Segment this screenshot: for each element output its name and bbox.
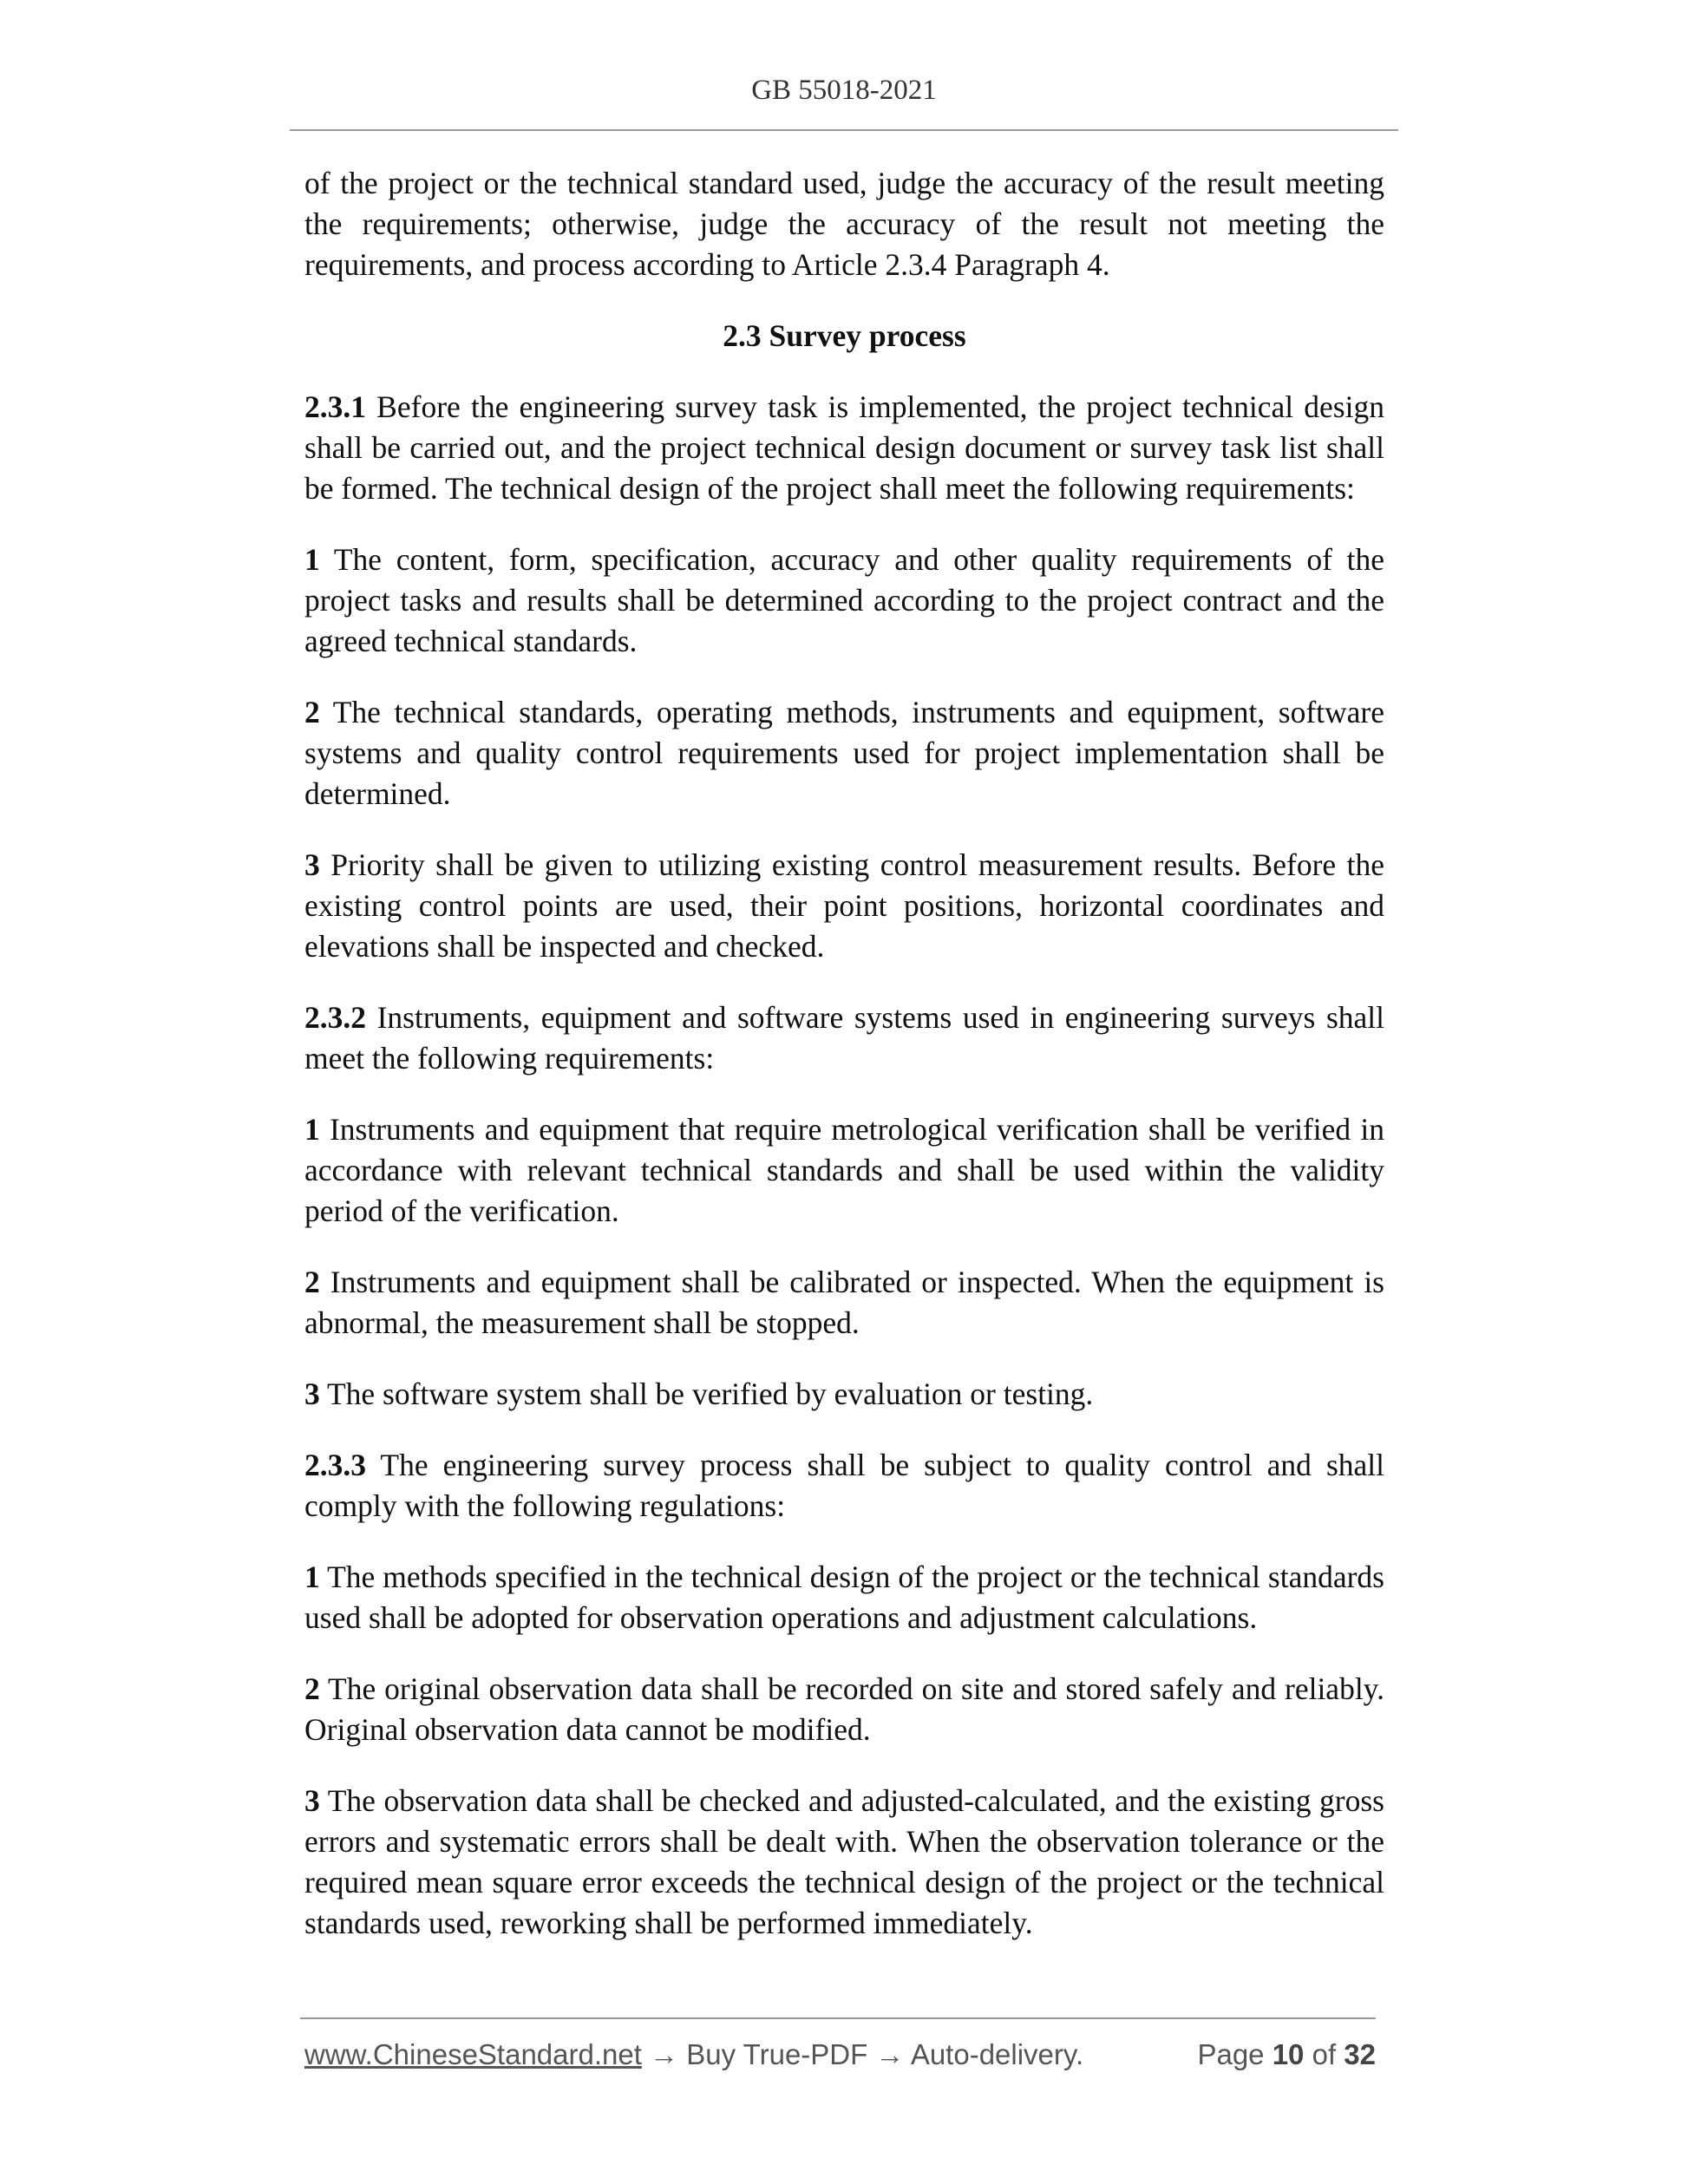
clause-2-3-3-item-1 <box>304 1557 1384 1638</box>
clause-2-3-3 <box>304 1445 1384 1527</box>
current-page: 10 <box>1272 2038 1305 2070</box>
clause-2-3-3-item-2 <box>304 1669 1384 1750</box>
clause-number: 2.3.3 <box>304 1448 366 1482</box>
item-number: 2 <box>304 1671 320 1706</box>
header-divider <box>290 129 1398 131</box>
item-number: 2 <box>304 695 320 729</box>
clause-2-3-1-item-3 <box>304 845 1384 967</box>
item-text: Instruments and equipment that require metrological verification shall be verified in accordance with relevant technical standards and shall be used within the validity period of the verification. <box>304 1112 1384 1228</box>
item-number: 3 <box>304 1783 320 1818</box>
footer-promo <box>304 2038 1083 2071</box>
clause-2-3-1 <box>304 387 1384 509</box>
clause-number: 2.3.1 <box>304 389 366 424</box>
item-number: 3 <box>304 1376 320 1411</box>
clause-text: Before the engineering survey task is implemented, the project technical design shall be carried out, and the project technical design document or survey task list shall be formed. The technical design of the project shall meet the following requirements: <box>304 389 1384 506</box>
clause-text: The engineering survey process shall be subject to quality control and shall comply with the following regulations: <box>304 1448 1384 1523</box>
total-pages: 32 <box>1344 2038 1376 2070</box>
page-indicator <box>1197 2038 1376 2071</box>
paragraph-continuation: of the project or the technical standard used, judge the accuracy of the result meeting the requirements; otherwise, judge the accuracy of the result not meeting the requirements, and process according to Article 2.3.4 Paragraph 4. <box>304 166 1384 282</box>
clause-2-3-3-item-3 <box>304 1781 1384 1944</box>
page-of-label: of <box>1304 2038 1345 2070</box>
clause-2-3-2-item-3 <box>304 1374 1384 1415</box>
page-label: Page <box>1197 2038 1273 2070</box>
item-number: 3 <box>304 847 320 882</box>
section-heading: 2.3 Survey process <box>723 318 966 353</box>
clause-2-3-1-item-2 <box>304 692 1384 814</box>
item-text: Priority shall be given to utilizing existing control measurement results. Before the existing control points are used, their point positions, horizontal coordinates and elevations shall be inspected and checked. <box>304 847 1384 964</box>
footer-divider <box>300 2017 1376 2019</box>
item-text: The software system shall be verified by evaluation or testing. <box>319 1376 1094 1411</box>
clause-number: 2.3.2 <box>304 1000 366 1035</box>
clause-text: Instruments, equipment and software systems used in engineering surveys shall meet the following requirements: <box>304 1000 1384 1076</box>
item-text: The technical standards, operating methods, instruments and equipment, software systems and quality control requirements used for project implementation shall be determined. <box>304 695 1384 811</box>
clause-2-3-1-item-1 <box>304 539 1384 662</box>
item-text: The original observation data shall be recorded on site and stored safely and reliably. Original observation data cannot be modified. <box>304 1671 1384 1747</box>
item-number: 1 <box>304 1560 320 1594</box>
promo-text: → Buy True-PDF → Auto-delivery. <box>641 2038 1084 2070</box>
item-number: 1 <box>304 542 320 577</box>
item-text: Instruments and equipment shall be calibrated or inspected. When the equipment is abnormal, the measurement shall be stopped. <box>304 1265 1384 1340</box>
page-header-title: GB 55018-2021 <box>751 75 937 106</box>
item-text: The observation data shall be checked and adjusted-calculated, and the existing gross errors and systematic errors shall be dealt with. When the observation tolerance or the required mean square error exceeds the technical design of the project or the technical standards used, reworking shall be performed immediately. <box>304 1783 1384 1940</box>
clause-2-3-2-item-2 <box>304 1262 1384 1344</box>
item-number: 1 <box>304 1112 320 1147</box>
item-number: 2 <box>304 1265 320 1299</box>
item-text: The content, form, specification, accuracy and other quality requirements of the project tasks and results shall be determined according to the project contract and the agreed technical standards. <box>304 542 1384 658</box>
item-text: The methods specified in the technical design of the project or the technical standards used shall be adopted for observation operations and adjustment calculations. <box>304 1560 1384 1635</box>
clause-2-3-2-item-1 <box>304 1109 1384 1232</box>
site-link[interactable]: www.ChineseStandard.net <box>304 2038 642 2070</box>
document-body <box>304 163 1384 1974</box>
clause-2-3-2 <box>304 997 1384 1079</box>
